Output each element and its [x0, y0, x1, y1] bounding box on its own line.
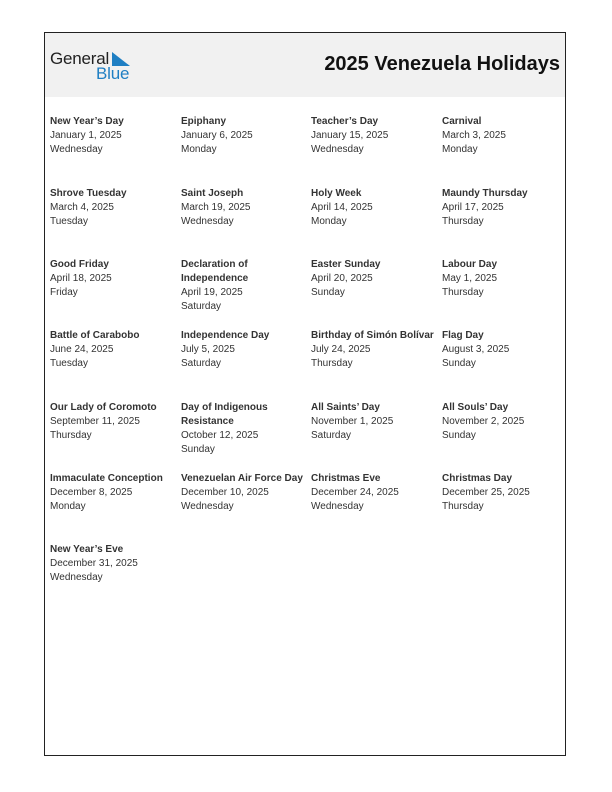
page-title: 2025 Venezuela Holidays	[324, 53, 560, 75]
holiday-date: March 3, 2025	[442, 130, 506, 141]
holiday-name: New Year’s Day	[50, 116, 124, 127]
holiday-name: Venezuelan Air Force Day	[181, 473, 303, 484]
holiday-name: Teacher’s Day	[311, 116, 379, 127]
holiday-name: Shrove Tuesday	[50, 188, 127, 199]
holiday-date: December 24, 2025	[311, 487, 399, 498]
holiday-name: New Year’s Eve	[50, 544, 124, 555]
holiday-name: Birthday of Simón Bolívar	[311, 330, 434, 341]
holiday-day: Monday	[442, 144, 478, 155]
holiday-entry	[50, 472, 178, 514]
holiday-name: Battle of Carabobo	[50, 330, 140, 341]
holiday-date: April 20, 2025	[311, 273, 373, 284]
holiday-name: Day of Indigenous Resistance	[181, 402, 268, 427]
holiday-date: March 19, 2025	[181, 202, 251, 213]
holiday-entry	[311, 329, 439, 371]
holiday-date: May 1, 2025	[442, 273, 498, 284]
holiday-day: Monday	[181, 144, 217, 155]
holiday-day: Wednesday	[311, 144, 364, 155]
holiday-date: December 10, 2025	[181, 487, 269, 498]
holiday-entry	[50, 401, 178, 443]
holiday-entry	[181, 115, 309, 157]
holiday-date: March 4, 2025	[50, 202, 114, 213]
holiday-entry	[50, 187, 178, 229]
holiday-date: December 31, 2025	[50, 558, 138, 569]
holiday-day: Saturday	[181, 301, 222, 312]
holiday-entry	[311, 472, 439, 514]
logo-blue-text: Blue	[96, 64, 130, 83]
holiday-day: Monday	[311, 216, 347, 227]
holiday-name: Carnival	[442, 116, 482, 127]
holiday-day: Thursday	[311, 358, 353, 369]
holiday-date: October 12, 2025	[181, 430, 259, 441]
holiday-date: April 14, 2025	[311, 202, 373, 213]
holiday-day: Wednesday	[181, 216, 234, 227]
holiday-name: Our Lady of Coromoto	[50, 402, 157, 413]
holiday-day: Thursday	[442, 287, 484, 298]
holiday-day: Monday	[50, 501, 86, 512]
holiday-date: April 19, 2025	[181, 287, 243, 298]
holiday-entry	[311, 115, 439, 157]
holiday-name: Labour Day	[442, 259, 498, 270]
holiday-day: Thursday	[50, 430, 92, 441]
holiday-date: August 3, 2025	[442, 344, 510, 355]
holiday-entry	[311, 187, 439, 229]
holiday-entry	[442, 329, 570, 371]
holiday-day: Wednesday	[181, 501, 234, 512]
holiday-day: Wednesday	[50, 572, 103, 583]
holiday-date: July 24, 2025	[311, 344, 371, 355]
holiday-day: Sunday	[442, 430, 476, 441]
holiday-entry	[442, 472, 570, 514]
holiday-entry	[442, 115, 570, 157]
holiday-name: Christmas Day	[442, 473, 513, 484]
holiday-date: September 11, 2025	[50, 416, 140, 427]
holiday-name: Saint Joseph	[181, 188, 244, 199]
holiday-entry	[311, 258, 439, 300]
holiday-entry	[50, 258, 178, 300]
holiday-entry	[442, 258, 570, 300]
holiday-name: Holy Week	[311, 188, 362, 199]
holiday-date: December 8, 2025	[50, 487, 133, 498]
holiday-name: Immaculate Conception	[50, 473, 163, 484]
logo-general-text: General	[50, 49, 110, 68]
holiday-date: July 5, 2025	[181, 344, 235, 355]
holiday-day: Saturday	[311, 430, 352, 441]
holiday-name: Christmas Eve	[311, 473, 381, 484]
holiday-name: Declaration of Independence	[181, 259, 249, 284]
holiday-date: April 18, 2025	[50, 273, 112, 284]
holiday-entry	[50, 329, 178, 371]
holiday-date: January 6, 2025	[181, 130, 253, 141]
holiday-name: Independence Day	[181, 330, 270, 341]
holiday-name: All Saints’ Day	[311, 402, 380, 413]
generalblue-logo	[50, 49, 140, 83]
holiday-name: Good Friday	[50, 259, 109, 270]
holiday-entry	[181, 401, 309, 457]
holiday-date: November 2, 2025	[442, 416, 525, 427]
holiday-day: Tuesday	[50, 216, 88, 227]
holiday-entry	[50, 543, 178, 585]
holiday-date: December 25, 2025	[442, 487, 530, 498]
holiday-entry	[181, 258, 309, 314]
holiday-date: January 15, 2025	[311, 130, 389, 141]
holiday-day: Sunday	[442, 358, 476, 369]
holiday-day: Wednesday	[311, 501, 364, 512]
holiday-day: Saturday	[181, 358, 222, 369]
calendar-page	[44, 32, 566, 756]
header-bar	[45, 33, 565, 97]
holiday-day: Friday	[50, 287, 78, 298]
holiday-date: November 1, 2025	[311, 416, 394, 427]
holiday-day: Thursday	[442, 501, 484, 512]
holiday-name: Flag Day	[442, 330, 484, 341]
holiday-entry	[442, 401, 570, 443]
holiday-name: Easter Sunday	[311, 259, 381, 270]
holiday-name: Epiphany	[181, 116, 227, 127]
holiday-day: Sunday	[181, 444, 215, 455]
holiday-entry	[181, 329, 309, 371]
holiday-day: Tuesday	[50, 358, 88, 369]
holiday-day: Thursday	[442, 216, 484, 227]
holiday-entry	[442, 187, 570, 229]
holiday-date: January 1, 2025	[50, 130, 122, 141]
holiday-entry	[181, 187, 309, 229]
holiday-name: Maundy Thursday	[442, 188, 528, 199]
holiday-date: April 17, 2025	[442, 202, 504, 213]
holiday-name: All Souls’ Day	[442, 402, 509, 413]
holiday-entry	[181, 472, 309, 514]
holiday-day: Sunday	[311, 287, 345, 298]
holiday-entry	[311, 401, 439, 443]
holiday-date: June 24, 2025	[50, 344, 114, 355]
holiday-day: Wednesday	[50, 144, 103, 155]
holiday-entry	[50, 115, 178, 157]
